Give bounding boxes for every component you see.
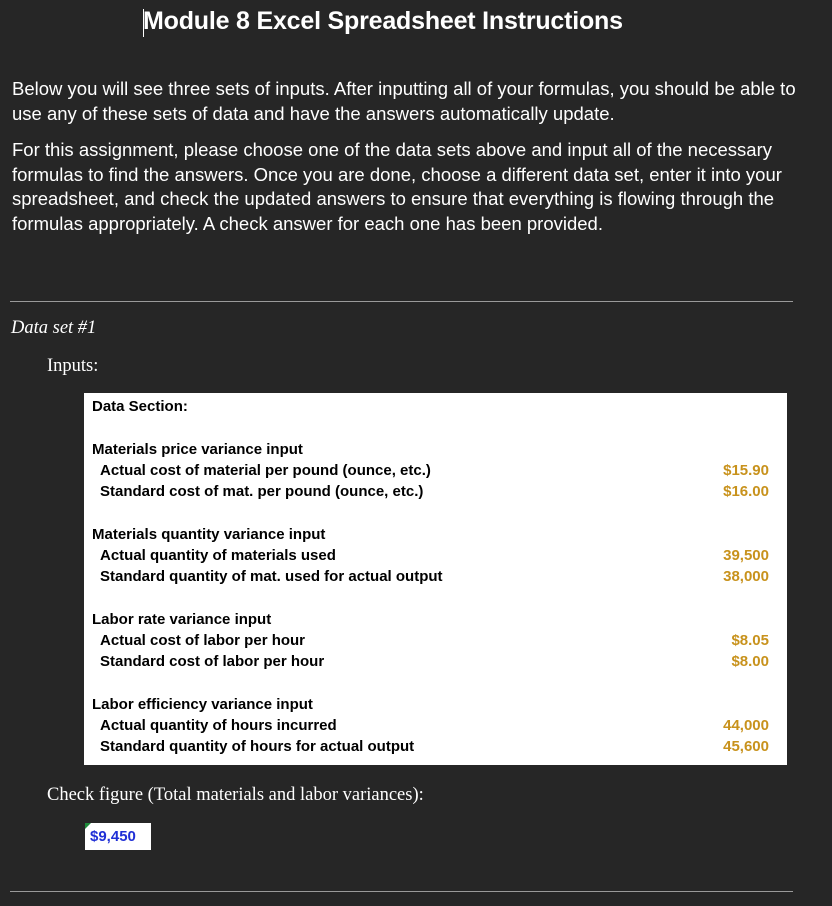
input-row[interactable]: [84, 715, 787, 736]
input-label: Actual quantity of materials used: [100, 547, 336, 564]
input-row[interactable]: [84, 651, 787, 672]
input-value[interactable]: 38,000: [723, 568, 769, 585]
input-row[interactable]: [84, 630, 787, 651]
input-label: Standard quantity of mat. used for actual output: [100, 568, 443, 585]
check-figure-value: $9,450: [90, 828, 136, 845]
input-row[interactable]: [84, 481, 787, 502]
page-title: Module 8 Excel Spreadsheet Instructions: [143, 7, 623, 35]
input-row[interactable]: [84, 545, 787, 566]
intro-paragraph-2: For this assignment, please choose one of the data sets above and input all of the necessary formulas to find the answers. Once you are done, choose a different data set, enter it into your spreadsheet, and check the updated answers to ensure that everything is flowing through the formulas appropriately. A check answer for each one has been provided.: [12, 139, 782, 234]
check-figure-label: Check figure (Total materials and labor variances):: [47, 785, 424, 805]
divider: [10, 891, 793, 892]
input-row[interactable]: [84, 566, 787, 587]
input-value[interactable]: $15.90: [723, 462, 769, 479]
group-heading: Materials price variance input: [92, 441, 303, 458]
input-row[interactable]: [84, 736, 787, 757]
intro-paragraph-1: Below you will see three sets of inputs. After inputting all of your formulas, you should be able to use any of these sets of data and have the answers automatically update.: [12, 78, 796, 124]
input-label: Standard quantity of hours for actual output: [100, 738, 415, 755]
section-title-row: [84, 396, 787, 417]
group-heading: Labor rate variance input: [92, 611, 272, 628]
input-value[interactable]: $8.00: [731, 653, 769, 670]
cell-error-flag-icon: [85, 823, 91, 829]
check-figure-cell[interactable]: [85, 823, 151, 850]
input-label: Standard cost of mat. per pound (ounce, etc.): [100, 483, 424, 500]
group-heading-row: [84, 694, 787, 715]
input-value[interactable]: $8.05: [731, 632, 769, 649]
input-value[interactable]: 44,000: [723, 717, 769, 734]
group-heading-row: [84, 609, 787, 630]
data-section-sheet: [84, 393, 787, 765]
input-value[interactable]: $16.00: [723, 483, 769, 500]
input-value[interactable]: 45,600: [723, 738, 769, 755]
input-label: Actual cost of labor per hour: [100, 632, 306, 649]
divider: [10, 301, 793, 302]
inputs-label: Inputs:: [47, 356, 99, 376]
input-row[interactable]: [84, 460, 787, 481]
input-value[interactable]: 39,500: [723, 547, 769, 564]
group-heading-row: [84, 439, 787, 460]
input-label: Actual quantity of hours incurred: [100, 717, 337, 734]
input-label: Standard cost of labor per hour: [100, 653, 325, 670]
group-heading-row: [84, 524, 787, 545]
section-title: Data Section:: [92, 398, 188, 415]
group-heading: Materials quantity variance input: [92, 526, 326, 543]
dataset-title: Data set #1: [11, 318, 97, 338]
group-heading: Labor efficiency variance input: [92, 696, 313, 713]
input-label: Actual cost of material per pound (ounce, etc.): [100, 462, 431, 479]
